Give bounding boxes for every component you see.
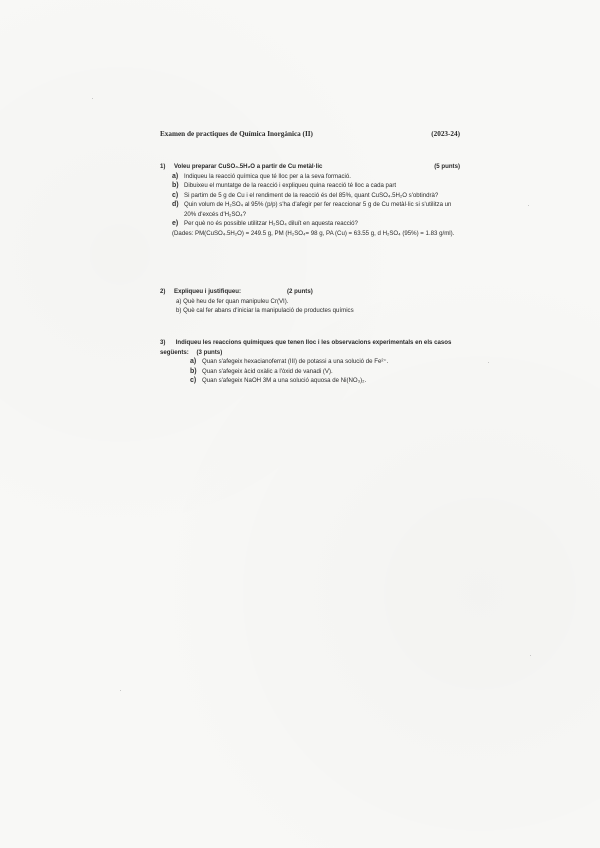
check-mark-icon: b) — [172, 182, 179, 189]
scan-speck — [120, 690, 121, 691]
list-item: e) Per què no és possible utilitzar H₂SO₄ diluït en aquesta reacció? — [172, 220, 358, 227]
question-points: (5 punts) — [434, 163, 460, 170]
scan-speck — [92, 98, 93, 99]
question-1 — [160, 162, 460, 238]
question-points: (3 punts) — [196, 348, 223, 356]
question-points: (2 punts) — [287, 288, 313, 295]
list-item: c) Si partim de 5 g de Cu i el rendiment de la reacció és del 85%, quant CuSO₄.5H₂O s'obtindrà? — [172, 191, 439, 199]
question-number: 3) — [160, 339, 166, 346]
question-title: Indiqueu les reaccions químiques que tenen lloc i les observacions experimentals en els casos següents: — [160, 339, 452, 356]
check-mark-icon: c) — [190, 377, 197, 384]
question-number: 1) — [160, 163, 166, 170]
scan-speck — [530, 655, 531, 656]
check-mark-icon: c) — [172, 191, 179, 199]
list-item: b) Quan s'afegeix àcid oxàlic a l'òxid de vanadi (V). — [190, 367, 333, 375]
check-mark-icon: a) — [172, 172, 179, 180]
question-title: Voleu preparar CuSO₄.5H₂O a partir de Cu metàl·lic — [174, 163, 323, 170]
scan-speck — [528, 205, 529, 206]
exam-title: Examen de practiques de Química Inorgànica (II) — [160, 130, 313, 138]
question-2 — [160, 287, 460, 316]
question-title: Expliqueu i justifiqueu: — [174, 288, 242, 295]
list-item: a) Quan s'afegeix hexacianoferrat (III) de potassi a una solució de Fe²⁺. — [190, 358, 389, 365]
question-2-heading — [160, 287, 460, 297]
exam-year: (2023-24) — [431, 130, 460, 138]
scan-speck — [488, 362, 489, 363]
list-item: b) Què cal fer abans d'iniciar la manipulació de productes químics — [176, 307, 354, 314]
check-mark-icon: e) — [172, 220, 179, 227]
question-3-heading — [160, 338, 460, 357]
list-item: d) Quin volum de H₂SO₄ al 95% (p/p) s'ha d'afegir per fer reaccionar 5 g de Cu metàl·lic si s'utilitza un 20% d'excés d'H₂SO₄? — [172, 201, 452, 218]
check-mark-icon: a) — [190, 358, 197, 365]
exam-header — [160, 130, 460, 138]
question-1-heading — [160, 162, 460, 172]
check-mark-icon: d) — [172, 201, 179, 208]
list-item: a) Indiqueu la reacció química que té lloc per a la seva formació. — [172, 172, 351, 180]
question-3 — [160, 338, 460, 386]
question-number: 2) — [160, 288, 166, 295]
check-mark-icon: b) — [190, 367, 197, 375]
list-item: c) Quan s'afegeix NaOH 3M a una solució aquosa de Ni(NO₃)₂. — [190, 377, 367, 384]
data-note: (Dades: PM(CuSO₄.5H₂O) = 249.5 g, PM (H₂SO₄= 98 g, PA (Cu) = 63.55 g, d H₂SO₄ (95%) = 1.83 g/ml). — [172, 229, 455, 237]
list-item: b) Dibuixeu el muntatge de la reacció i expliqueu quina reacció té lloc a cada part — [172, 182, 397, 189]
list-item: a) Què heu de fer quan manipuleu Cr(VI). — [176, 297, 289, 305]
